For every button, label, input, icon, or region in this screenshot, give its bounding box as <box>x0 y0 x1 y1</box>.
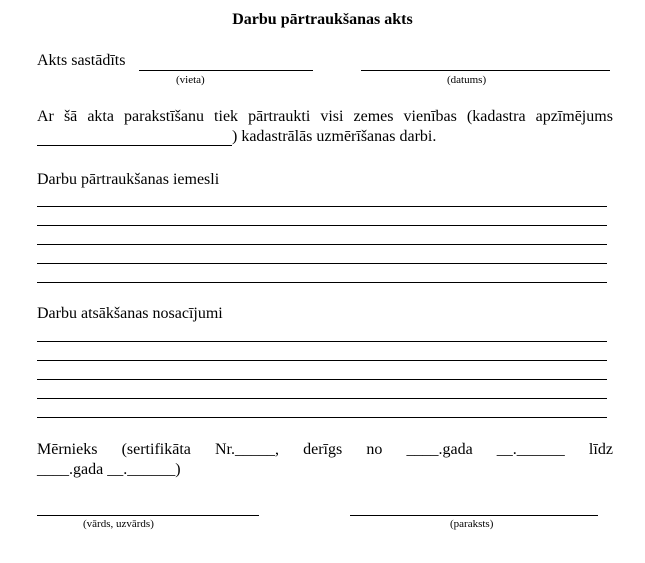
statement-word: zemes <box>353 108 394 125</box>
reasons-line[interactable] <box>37 225 607 226</box>
reasons-line[interactable] <box>37 244 607 245</box>
statement-word: vienības <box>403 108 457 125</box>
signature-caption: (paraksts) <box>450 518 494 530</box>
statement-line-1 <box>37 108 613 126</box>
reasons-heading: Darbu pārtraukšanas iemesli <box>37 171 220 188</box>
place-caption: (vieta) <box>176 74 205 86</box>
signature-field[interactable] <box>350 515 598 516</box>
surveyor-line-1 <box>37 441 613 459</box>
resume-conditions-heading: Darbu atsākšanas nosacījumi <box>37 305 223 322</box>
name-caption: (vārds, uzvārds) <box>83 518 154 530</box>
surveyor-word: no <box>366 441 383 458</box>
resume-conditions-line[interactable] <box>37 341 607 342</box>
surveyor-word: līdz <box>588 441 613 458</box>
statement-word: akta <box>87 108 114 125</box>
resume-conditions-line[interactable] <box>37 379 607 380</box>
resume-conditions-line[interactable] <box>37 398 607 399</box>
valid-until-field[interactable]: ____.gada __.______) <box>37 461 181 478</box>
statement-line-2: ) kadastrālās uzmērīšanas darbi. <box>232 128 437 145</box>
date-field[interactable] <box>361 70 610 71</box>
valid-from-year-field[interactable]: ____.gada <box>406 441 473 458</box>
resume-conditions-line[interactable] <box>37 360 607 361</box>
surveyor-word: Mērnieks <box>37 441 98 458</box>
resume-conditions-line[interactable] <box>37 417 607 418</box>
document-title: Darbu pārtraukšanas akts <box>232 11 413 28</box>
valid-from-date-field[interactable]: __.______ <box>496 441 565 458</box>
statement-word: (kadastra <box>466 108 526 125</box>
statement-word: Ar <box>37 108 54 125</box>
statement-word: parakstīšanu <box>124 108 204 125</box>
place-field[interactable] <box>139 70 313 71</box>
statement-word: šā <box>63 108 78 125</box>
statement-word: pārtraukti <box>248 108 311 125</box>
statement-word: visi <box>320 108 344 125</box>
surveyor-word: (sertifikāta <box>121 441 191 458</box>
reasons-line[interactable] <box>37 206 607 207</box>
date-caption: (datums) <box>447 74 487 86</box>
statement-word: apzīmējums <box>535 108 613 125</box>
surveyor-word: derīgs <box>303 441 343 458</box>
cadastre-designation-field[interactable] <box>37 145 232 146</box>
reasons-line[interactable] <box>37 282 607 283</box>
certificate-number-field[interactable]: Nr._____, <box>214 441 279 458</box>
compiled-label: Akts sastādīts <box>37 52 126 69</box>
reasons-line[interactable] <box>37 263 607 264</box>
statement-word: tiek <box>214 108 239 125</box>
name-surname-field[interactable] <box>37 515 259 516</box>
